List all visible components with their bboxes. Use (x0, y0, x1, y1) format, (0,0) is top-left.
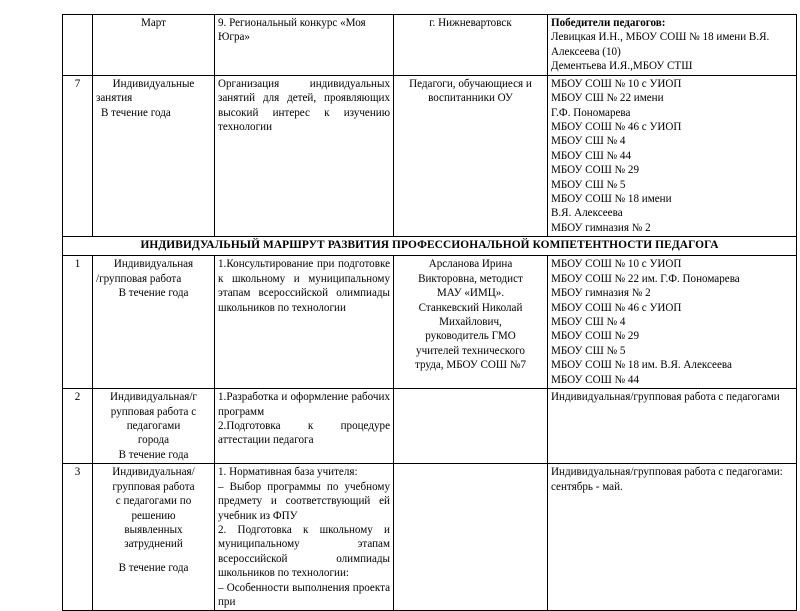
result-line: МБОУ СШ № 22 имени (551, 92, 664, 105)
who-line: труда, МБОУ СОШ №7 (414, 359, 527, 372)
form-line: занятия (96, 92, 133, 105)
cell-who: Педагоги, обучающиеся и воспитанники ОУ (394, 75, 548, 237)
who-line: МАУ «ИМЦ». (436, 287, 505, 300)
cell-content (215, 464, 394, 611)
cell-row-number: 1 (63, 256, 93, 389)
form-line: решению (131, 509, 176, 522)
cell-result (548, 75, 797, 237)
result-line: МБОУ СОШ № 44 (551, 373, 640, 386)
result-line: В.Я. Алексеева (551, 207, 623, 220)
form-line: В течение года (118, 448, 189, 461)
table-row (63, 256, 797, 389)
cell-content (215, 389, 394, 464)
content-item: – Особенности выполнения проекта при (218, 581, 390, 609)
cell-row-number: 3 (63, 464, 93, 611)
content-item: – Выбор программы по учебному предмету и соответствующий ей учебник из ФПУ (218, 480, 390, 522)
cell-row-number: 2 (63, 389, 93, 464)
result-line: МБОУ СШ № 4 (551, 135, 626, 148)
cell-content: Организация индивидуальных занятий для детей, проявляющих высокий интерес к изучению технологии (215, 75, 394, 237)
cell-row-number (63, 15, 93, 76)
result-line: МБОУ гимназия № 2 (551, 287, 651, 300)
cell-result (548, 15, 797, 76)
cell-result: Индивидуальная/групповая работа с педагогами (548, 389, 797, 464)
result-line: МБОУ СОШ № 18 имени (551, 193, 672, 206)
who-line: Викторовна, методист (418, 272, 523, 285)
result-line: МБОУ СОШ № 10 с УИОП (551, 258, 682, 271)
cell-form (93, 256, 215, 389)
form-line: с педагогами по (115, 495, 192, 508)
cell-who (394, 256, 548, 389)
cell-row-number: 7 (63, 75, 93, 237)
result-line: МБОУ СОШ № 18 им. В.Я. Алексеева (551, 359, 732, 372)
form-line: Индивидуальные (112, 77, 195, 90)
cell-form (93, 75, 215, 237)
cell-who (394, 389, 548, 464)
schedule-table (62, 14, 797, 611)
form-line: групповая работа (112, 480, 195, 493)
content-item: 1. Нормативная база учителя: (218, 466, 358, 479)
cell-period: Март (93, 15, 215, 76)
form-line: рупповая работа с (110, 405, 197, 418)
form-line: выявленных (124, 523, 183, 536)
result-line: МБОУ СШ № 5 (551, 178, 626, 191)
content-item: 2. Подготовка к школьному и муниципальному этапам всероссийской олимпиады школьников по технологии: (218, 523, 390, 580)
cell-content: 1.Консультирование при подготовке к школьному и муниципальному этапам всероссийской олимпиады школьников по технологии (215, 256, 394, 389)
cell-result: Индивидуальная/групповая работа с педагогами: сентябрь - май. (548, 464, 797, 611)
cell-form (93, 464, 215, 611)
form-line: Индивидуальная/ (112, 466, 195, 479)
result-line: Алексеева (10) (551, 45, 621, 58)
form-line: В течение года (118, 561, 189, 574)
result-line: МБОУ СШ № 5 (551, 344, 626, 357)
form-line: затруднений (124, 538, 183, 551)
form-line: Индивидуальная/г (110, 391, 197, 404)
result-line: МБОУ СОШ № 22 им. Г.Ф. Пономарева (551, 272, 740, 285)
form-line: города (137, 434, 170, 447)
result-line: МБОУ СОШ № 29 (551, 164, 640, 177)
form-line: педагогами (126, 419, 181, 432)
result-line: МБОУ СОШ № 46 с УИОП (551, 120, 682, 133)
result-title: Победители педагогов: (551, 17, 666, 29)
form-line: Индивидуальная (113, 258, 194, 271)
result-line: МБОУ СОШ № 29 (551, 330, 640, 343)
who-line: учителей технического (416, 344, 525, 357)
result-line: МБОУ СШ № 44 (551, 149, 631, 162)
result-line: МБОУ гимназия № 2 (551, 221, 651, 234)
form-line: /групповая работа (96, 272, 182, 285)
cell-place: г. Нижневартовск (394, 15, 548, 76)
table-row (63, 75, 797, 237)
cell-content: 9. Региональный конкурс «Моя Югра» (215, 15, 394, 76)
table-row (63, 464, 797, 611)
section-band-row (63, 237, 797, 256)
result-line: МБОУ СОШ № 46 с УИОП (551, 301, 682, 314)
who-line: Михайлович, (439, 316, 502, 329)
result-line: Дементьева И.Я.,МБОУ СТШ (551, 60, 693, 73)
result-line: МБОУ СОШ № 10 с УИОП (551, 77, 682, 90)
content-item: 1.Разработка и оформление рабочих программ (218, 391, 390, 418)
section-band-label: ИНДИВИДУАЛЬНЫЙ МАРШРУТ РАЗВИТИЯ ПРОФЕССИОНАЛЬНОЙ КОМПЕТЕНТНОСТИ ПЕДАГОГА (63, 237, 797, 256)
table-row (63, 389, 797, 464)
form-line: В течение года (101, 106, 171, 119)
who-line: Арсланова Ирина (428, 258, 513, 271)
table-row (63, 15, 797, 76)
form-line: В течение года (118, 287, 189, 300)
cell-result (548, 256, 797, 389)
cell-form (93, 389, 215, 464)
result-line: Левицкая И.Н., МБОУ СОШ № 18 имени В.Я. (551, 31, 770, 44)
result-line: Г.Ф. Пономарева (551, 106, 631, 119)
cell-who (394, 464, 548, 611)
content-item: 2.Подготовка к процедуре аттестации педагога (218, 419, 390, 447)
result-line: МБОУ СШ № 4 (551, 316, 626, 329)
who-line: руководитель ГМО (425, 330, 516, 343)
who-line: Станкевский Николай (418, 301, 523, 314)
